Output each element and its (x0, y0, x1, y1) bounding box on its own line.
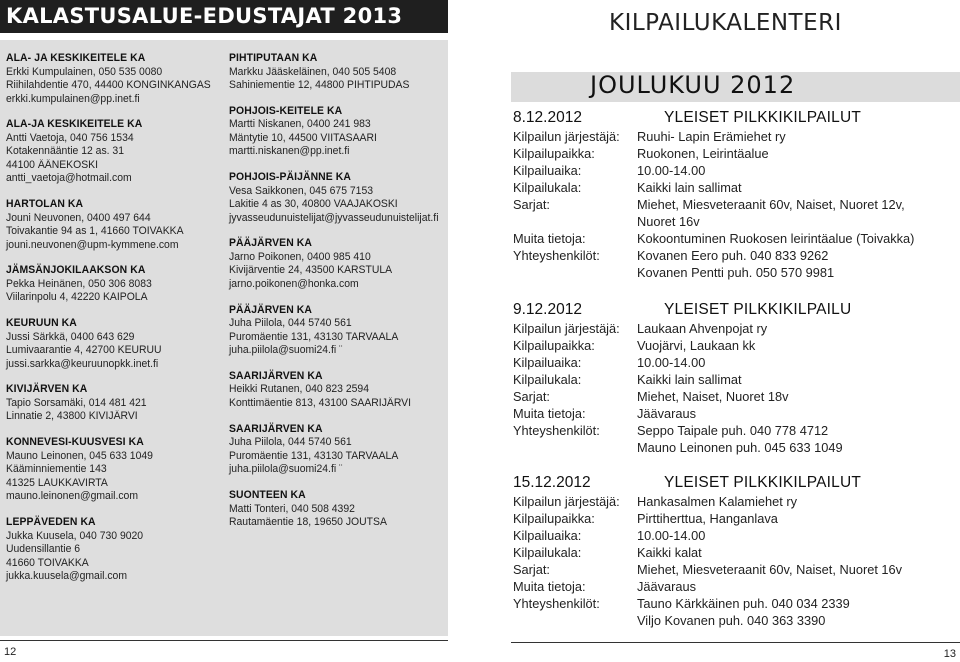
club-entry (6, 264, 236, 305)
club-contact-line: Viilarinpolu 4, 42220 KAIPOLA (6, 291, 148, 304)
event-info-value: Laukaan Ahvenpojat ry (637, 321, 768, 336)
calendar-header: KILPAILUKALENTERI (609, 10, 842, 36)
event-date: 8.12.2012 (513, 109, 582, 126)
club-title: PÄÄJÄRVEN KA (229, 303, 313, 316)
event-info-value: 10.00-14.00 (637, 355, 706, 370)
club-title: LEPPÄVEDEN KA (6, 516, 96, 529)
event-info-value: 10.00-14.00 (637, 163, 706, 178)
club-contact-line: Jouni Neuvonen, 0400 497 644 (6, 211, 151, 224)
left-page-title: KALASTUSALUE-EDUSTAJAT 2013 (0, 0, 448, 33)
club-contact-line: Kivijärventie 24, 43500 KARSTULA (229, 264, 393, 277)
event-info-value: Tauno Kärkkäinen puh. 040 034 2339 (637, 596, 850, 611)
club-title: ALA-JA KESKIKEITELE KA (6, 118, 143, 131)
event-info-value: Mauno Leinonen puh. 045 633 1049 (637, 440, 843, 455)
club-contact-line: 44100 ÄÄNEKOSKI (6, 158, 98, 171)
event-info-label: Kilpailukala: (513, 372, 582, 387)
club-contact-line: Jussi Särkkä, 0400 643 629 (6, 330, 135, 343)
club-contact-line: 41660 TOIVAKKA (6, 556, 89, 569)
event-info-row (513, 527, 958, 544)
club-entry (6, 436, 236, 504)
event-block (513, 108, 958, 281)
event-info-label: Kilpailun järjestäjä: (513, 129, 620, 144)
club-entry (6, 383, 236, 424)
event-info-row (513, 439, 958, 456)
event-info-label: Kilpailun järjestäjä: (513, 321, 620, 336)
club-entry (229, 489, 449, 530)
event-info-row (513, 145, 958, 162)
club-contact-line: Juha Piilola, 044 5740 561 (229, 317, 352, 330)
event-info-label: Sarjat: (513, 562, 550, 577)
event-info-row (513, 230, 958, 247)
page-number-left: 12 (4, 646, 17, 658)
event-info-label: Sarjat: (513, 197, 550, 212)
club-title: KONNEVESI-KUUSVESI KA (6, 436, 144, 449)
event-info-value: Seppo Taipale puh. 040 778 4712 (637, 423, 829, 438)
club-contact-line: Jukka Kuusela, 040 730 9020 (6, 529, 144, 542)
club-entry (229, 304, 449, 358)
event-info-row (513, 371, 958, 388)
event-info-row (513, 213, 958, 230)
club-contact-line: Markku Jääskeläinen, 040 505 5408 (229, 65, 397, 78)
club-title: KEURUUN KA (6, 317, 77, 330)
club-title: KIVIJÄRVEN KA (6, 383, 88, 396)
event-info-row (513, 179, 958, 196)
event-info-label: Yhteyshenkilöt: (513, 596, 600, 611)
event-info-value: Jäävaraus (637, 406, 697, 421)
club-contact-line: Pekka Heinänen, 050 306 8083 (6, 277, 152, 290)
club-title: PÄÄJÄRVEN KA (229, 237, 313, 250)
event-info-value: Vuojärvi, Laukaan kk (637, 338, 756, 353)
event-info-row (513, 405, 958, 422)
club-entry (6, 516, 236, 584)
event-heading (513, 473, 958, 493)
event-info-row (513, 196, 958, 213)
event-info-label: Sarjat: (513, 389, 550, 404)
club-contact-line: Lumivaarantie 4, 42700 KEURUU (6, 344, 162, 357)
event-info-row (513, 320, 958, 337)
event-info-row (513, 247, 958, 264)
club-entry (6, 317, 236, 371)
event-heading (513, 300, 958, 320)
club-title: SUONTEEN KA (229, 489, 306, 502)
event-info-row (513, 337, 958, 354)
event-info-label: Kilpailuaika: (513, 163, 582, 178)
event-info-value: Ruokonen, Leirintäalue (637, 146, 769, 161)
club-contact-line: juha.piilola@suomi24.fi ¨ (229, 344, 343, 357)
club-contact-line: Antti Vaetoja, 040 756 1534 (6, 131, 134, 144)
event-info-value: Kovanen Pentti puh. 050 570 9981 (637, 265, 835, 280)
club-title: POHJOIS-PÄIJÄNNE KA (229, 171, 352, 184)
club-contact-line: Linnatie 2, 43800 KIVIJÄRVI (6, 410, 138, 423)
club-contact-line: jussi.sarkka@keuruunopkk.inet.fi (6, 357, 159, 370)
club-contact-line: Vesa Saikkonen, 045 675 7153 (229, 184, 374, 197)
club-title: POHJOIS-KEITELE KA (229, 104, 343, 117)
club-contact-line: Erkki Kumpulainen, 050 535 0080 (6, 65, 163, 78)
event-info-row (513, 510, 958, 527)
event-date: 9.12.2012 (513, 301, 582, 318)
month-title: JOULUKUU 2012 (590, 71, 796, 99)
event-info-row (513, 612, 958, 629)
club-contact-line: Heikki Rutanen, 040 823 2594 (229, 383, 369, 396)
club-contact-line: jouni.neuvonen@upm-kymmene.com (6, 238, 179, 251)
club-entry (229, 237, 449, 291)
event-block (513, 473, 958, 629)
club-contact-line: Rautamäentie 18, 19650 JOUTSA (229, 516, 387, 529)
event-info-value: Miehet, Miesveteraanit 60v, Naiset, Nuoret 16v (637, 562, 903, 577)
club-entry (229, 171, 449, 225)
event-info-row (513, 578, 958, 595)
event-info-label: Kilpailupaikka: (513, 338, 595, 353)
event-info-row (513, 493, 958, 510)
club-entry (229, 52, 449, 93)
event-info-value: Pirttiherttua, Hanganlava (637, 511, 778, 526)
club-entry (6, 198, 236, 252)
club-contact-line: martti.niskanen@pp.inet.fi (229, 145, 350, 158)
club-entry (6, 118, 236, 186)
club-contact-line: Lakitie 4 as 30, 40800 VAAJAKOSKI (229, 198, 398, 211)
club-contact-line: juha.piilola@suomi24.fi ¨ (229, 463, 343, 476)
club-contact-line: Martti Niskanen, 0400 241 983 (229, 118, 371, 131)
club-title: ALA- JA KESKIKEITELE KA (6, 52, 146, 64)
club-entry (229, 423, 449, 477)
club-title: SAARIJÄRVEN KA (229, 369, 323, 382)
club-contact-line: Puromäentie 131, 43130 TARVAALA (229, 449, 399, 462)
page-number-right: 13 (943, 648, 956, 660)
event-info-value: Kovanen Eero puh. 040 833 9262 (637, 248, 829, 263)
event-heading (513, 108, 958, 128)
event-info-label: Kilpailukala: (513, 545, 582, 560)
right-footer-rule (511, 642, 960, 643)
event-info-row (513, 544, 958, 561)
event-info-value: Viljo Kovanen puh. 040 363 3390 (637, 613, 826, 628)
event-title: YLEISET PILKKIKILPAILUT (664, 474, 862, 491)
event-info-value: Kaikki kalat (637, 545, 702, 560)
event-info-value: Miehet, Miesveteraanit 60v, Naiset, Nuoret 12v, (637, 197, 905, 212)
event-info-row (513, 354, 958, 371)
club-title: SAARIJÄRVEN KA (229, 422, 323, 435)
event-info-label: Kilpailupaikka: (513, 146, 595, 161)
club-contact-line: Kotakennääntie 12 as. 31 (6, 145, 125, 158)
club-contact-line: Mäntytie 10, 44500 VIITASAARI (229, 131, 377, 144)
event-info-value: Kaikki lain sallimat (637, 180, 742, 195)
club-contact-line: jyvasseudunuistelijat@jyvasseudunuistelijat.fi (229, 211, 439, 224)
club-contact-line: Konttimäentie 813, 43100 SAARIJÄRVI (229, 396, 412, 409)
representatives-column-b (229, 52, 449, 542)
club-contact-line: Uudensillantie 6 (6, 543, 81, 556)
event-info-value: 10.00-14.00 (637, 528, 706, 543)
club-contact-line: Jarno Poikonen, 0400 985 410 (229, 250, 371, 263)
event-info-value: Hankasalmen Kalamiehet ry (637, 494, 798, 509)
event-info-label: Kilpailun järjestäjä: (513, 494, 620, 509)
club-entry (229, 105, 449, 159)
event-info-row (513, 162, 958, 179)
club-contact-line: jukka.kuusela@gmail.com (6, 570, 128, 583)
event-info-label: Muita tietoja: (513, 579, 586, 594)
event-info-row (513, 388, 958, 405)
event-info-label: Muita tietoja: (513, 406, 586, 421)
club-contact-line: Toivakantie 94 as 1, 41660 TOIVAKKA (6, 225, 184, 238)
club-contact-line: 41325 LAUKKAVIRTA (6, 476, 108, 489)
event-info-row (513, 128, 958, 145)
event-info-value: Ruuhi- Lapin Erämiehet ry (637, 129, 786, 144)
event-info-value: Kokoontuminen Ruokosen leirintäalue (Toivakka) (637, 231, 915, 246)
event-info-value: Nuoret 16v (637, 214, 700, 229)
event-title: YLEISET PILKKIKILPAILU (664, 301, 852, 318)
event-info-label: Muita tietoja: (513, 231, 586, 246)
club-contact-line: mauno.leinonen@gmail.com (6, 490, 139, 503)
event-info-row (513, 422, 958, 439)
representatives-panel (0, 40, 448, 636)
event-info-label: Kilpailuaika: (513, 355, 582, 370)
club-contact-line: antti_vaetoja@hotmail.com (6, 172, 132, 185)
club-title: HARTOLAN KA (6, 198, 84, 211)
event-info-label: Yhteyshenkilöt: (513, 423, 600, 438)
club-contact-line: Tapio Sorsamäki, 014 481 421 (6, 396, 147, 409)
representatives-column-a (6, 52, 236, 596)
club-contact-line: Mauno Leinonen, 045 633 1049 (6, 449, 153, 462)
event-info-label: Yhteyshenkilöt: (513, 248, 600, 263)
event-info-row (513, 264, 958, 281)
event-info-label: Kilpailukala: (513, 180, 582, 195)
club-contact-line: Riihilahdentie 470, 44400 KONGINKANGAS (6, 79, 211, 91)
event-title: YLEISET PILKKIKILPAILUT (664, 109, 862, 126)
club-title: PIHTIPUTAAN KA (229, 52, 318, 64)
event-block (513, 300, 958, 456)
club-contact-line: Puromäentie 131, 43130 TARVAALA (229, 330, 399, 343)
event-date: 15.12.2012 (513, 474, 591, 491)
left-footer-rule (0, 640, 448, 641)
event-info-row (513, 561, 958, 578)
event-info-label: Kilpailuaika: (513, 528, 582, 543)
event-info-value: Miehet, Naiset, Nuoret 18v (637, 389, 789, 404)
club-title: JÄMSÄNJOKILAAKSON KA (6, 264, 146, 277)
event-info-value: Jäävaraus (637, 579, 697, 594)
club-contact-line: Kääminniementie 143 (6, 463, 107, 476)
club-contact-line: erkki.kumpulainen@pp.inet.fi (6, 92, 140, 105)
event-info-row (513, 595, 958, 612)
club-entry (6, 52, 236, 106)
club-contact-line: jarno.poikonen@honka.com (229, 277, 359, 290)
club-entry (229, 370, 449, 411)
club-contact-line: Juha Piilola, 044 5740 561 (229, 436, 352, 449)
event-info-label: Kilpailupaikka: (513, 511, 595, 526)
event-info-value: Kaikki lain sallimat (637, 372, 742, 387)
club-contact-line: Sahiniementie 12, 44800 PIHTIPUDAS (229, 79, 410, 91)
club-contact-line: Matti Tonteri, 040 508 4392 (229, 502, 355, 515)
